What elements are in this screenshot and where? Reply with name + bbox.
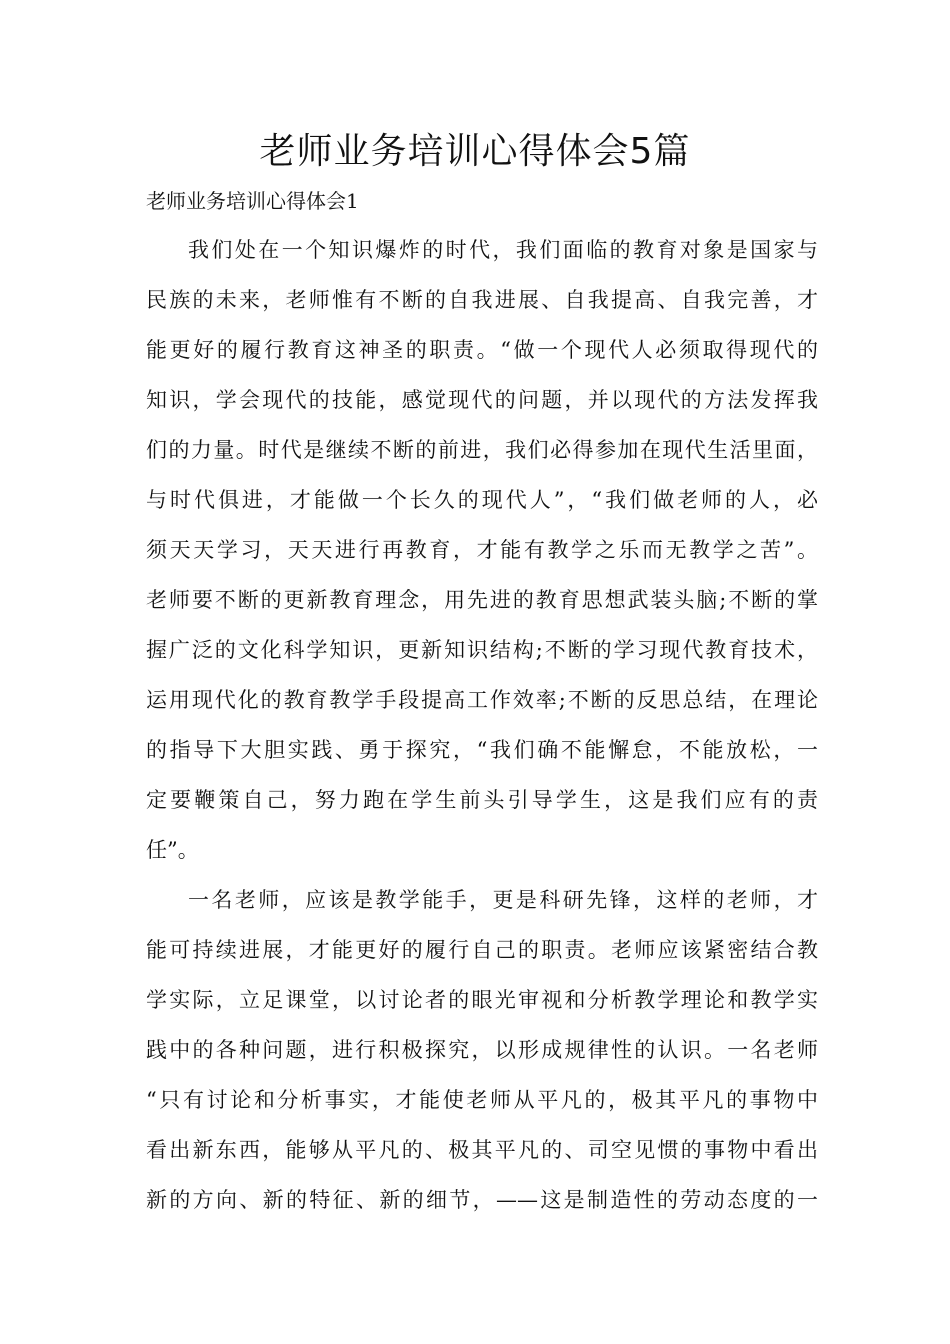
paragraph-1-line-3: 能更好的履行教育这神圣的职责。“做一个现代人必须取得现代的 [146, 338, 818, 362]
section-heading: 老师业务培训心得体会1 [146, 189, 359, 213]
paragraph-2-line-2: 能可持续进展，才能更好的履行自己的职责。老师应该紧密结合教 [146, 938, 818, 962]
paragraph-1-line-4: 知识，学会现代的技能，感觉现代的问题，并以现代的方法发挥我 [146, 388, 818, 412]
paragraph-1-line-13: 任”。 [146, 838, 199, 862]
paragraph-1-line-9: 握广泛的文化科学知识，更新知识结构;不断的学习现代教育技术， [146, 638, 818, 662]
paragraph-2-line-5: “只有讨论和分析事实，才能使老师从平凡的，极其平凡的事物中 [146, 1088, 818, 1112]
paragraph-1-line-10: 运用现代化的教育教学手段提高工作效率;不断的反思总结，在理论 [146, 688, 818, 712]
paragraph-2-line-1: 一名老师，应该是教学能手，更是科研先锋，这样的老师，才 [188, 888, 818, 912]
paragraph-1-line-12: 定要鞭策自己，努力跑在学生前头引导学生，这是我们应有的责 [146, 788, 818, 812]
paragraph-2-line-3: 学实际，立足课堂，以讨论者的眼光审视和分析教学理论和教学实 [146, 988, 818, 1012]
paragraph-2-line-6: 看出新东西，能够从平凡的、极其平凡的、司空见惯的事物中看出 [146, 1138, 818, 1162]
paragraph-1-line-6: 与时代俱进，才能做一个长久的现代人”，“我们做老师的人，必 [146, 488, 818, 512]
paragraph-1-line-2: 民族的未来，老师惟有不断的自我进展、自我提高、自我完善，才 [146, 288, 818, 312]
paragraph-2-line-7: 新的方向、新的特征、新的细节，——这是制造性的劳动态度的一 [146, 1188, 818, 1212]
paragraph-1-line-1: 我们处在一个知识爆炸的时代，我们面临的教育对象是国家与 [188, 238, 818, 262]
paragraph-2-line-4: 践中的各种问题，进行积极探究，以形成规律性的认识。一名老师 [146, 1038, 818, 1062]
document-title: 老师业务培训心得体会5篇 [259, 131, 691, 172]
paragraph-1-line-7: 须天天学习，天天进行再教育，才能有教学之乐而无教学之苦”。 [146, 538, 818, 562]
paragraph-1-line-8: 老师要不断的更新教育理念，用先进的教育思想武装头脑;不断的掌 [146, 588, 818, 612]
paragraph-1-line-5: 们的力量。时代是继续不断的前进，我们必得参加在现代生活里面， [146, 438, 818, 462]
paragraph-1-line-11: 的指导下大胆实践、勇于探究，“我们确不能懈怠，不能放松，一 [146, 738, 818, 762]
